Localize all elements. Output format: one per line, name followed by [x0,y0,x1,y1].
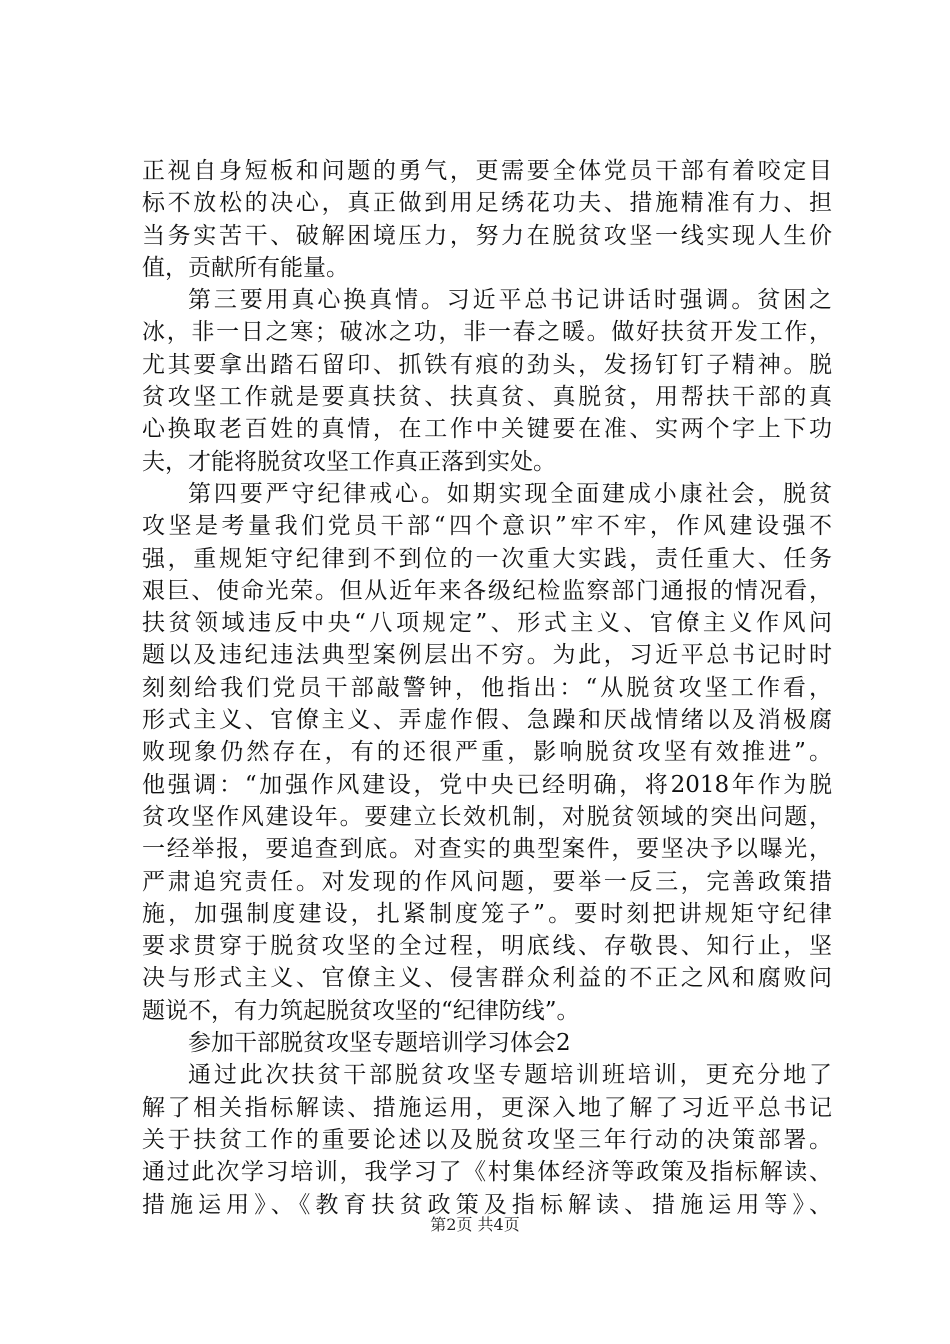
text-line: 强，重规矩守纪律到不到位的一次重大实践，责任重大、任务 [142,545,832,572]
text-line: 第四要严守纪律戒心。如期实现全面建成小康社会，脱贫 [188,480,832,507]
text-line: 一经举报，要追查到底。对查实的典型案件，要坚决予以曝光， [142,836,832,863]
text-line: 题以及违纪违法典型案例层出不穷。为此，习近平总书记时时 [142,642,832,669]
text-line: 第三要用真心换真情。习近平总书记讲话时强调。贫困之 [188,287,832,314]
document-body [142,155,832,1221]
text-line: 值，贡献所有能量。 [142,254,349,281]
text-line: 败现象仍然存在，有的还很严重，影响脱贫攻坚有效推进”。 [142,739,832,766]
text-line: 心换取老百姓的真情，在工作中关键要在准、实两个字上下功 [142,416,832,443]
text-line: 措施运用》、《教育扶贫政策及指标解读、措施运用等》、 [142,1191,832,1218]
page-number: 第2页 共4页 [430,1215,520,1234]
text-line: 参加干部脱贫攻坚专题培训学习体会2 [188,1030,571,1057]
text-line: 通过此次学习培训，我学习了《村集体经济等政策及指标解读、 [142,1159,832,1186]
text-line: 尤其要拿出踏石留印、抓铁有痕的劲头，发扬钉钉子精神。脱 [142,351,832,378]
text-line: 题说不，有力筑起脱贫攻坚的“纪律防线”。 [142,997,580,1024]
text-line: 通过此次扶贫干部脱贫攻坚专题培训班培训，更充分地了 [188,1062,832,1089]
text-line: 扶贫领域违反中央“八项规定”、形式主义、官僚主义作风问 [142,610,832,637]
text-line: 夫，才能将脱贫攻坚工作真正落到实处。 [142,448,556,475]
text-line: 施，加强制度建设，扎紧制度笼子”。要时刻把讲规矩守纪律 [142,900,832,927]
text-line: 形式主义、官僚主义、弄虚作假、急躁和厌战情绪以及消极腐 [142,707,832,734]
text-line: 严肃追究责任。对发现的作风问题，要举一反三，完善政策措 [142,868,832,895]
text-line: 决与形式主义、官僚主义、侵害群众利益的不正之风和腐败问 [142,965,832,992]
text-line: 冰，非一日之寒；破冰之功，非一春之暖。做好扶贫开发工作， [142,319,832,346]
text-line: 贫攻坚作风建设年。要建立长效机制，对脱贫领域的突出问题， [142,803,832,830]
text-line: 贫攻坚工作就是要真扶贫、扶真贫、真脱贫，用帮扶干部的真 [142,384,832,411]
text-line: 艰巨、使命光荣。但从近年来各级纪检监察部门通报的情况看， [142,577,832,604]
text-line: 当务实苦干、破解困境压力，努力在脱贫攻坚一线实现人生价 [142,222,832,249]
text-line: 刻刻给我们党员干部敲警钟，他指出：“从脱贫攻坚工作看， [142,674,832,701]
text-line: 正视自身短板和问题的勇气，更需要全体党员干部有着咬定目 [142,158,832,184]
text-line: 他强调：“加强作风建设，党中央已经明确，将2018年作为脱 [142,771,832,798]
text-line: 要求贯穿于脱贫攻坚的全过程，明底线、存敬畏、知行止，坚 [142,933,832,960]
text-line: 标不放松的决心，真正做到用足绣花功夫、措施精准有力、担 [142,190,832,217]
text-line: 攻坚是考量我们党员干部“四个意识”牢不牢，作风建设强不 [142,513,832,540]
text-line: 关于扶贫工作的重要论述以及脱贫攻坚三年行动的决策部署。 [142,1126,832,1153]
text-line: 解了相关指标解读、措施运用，更深入地了解了习近平总书记 [142,1094,832,1121]
